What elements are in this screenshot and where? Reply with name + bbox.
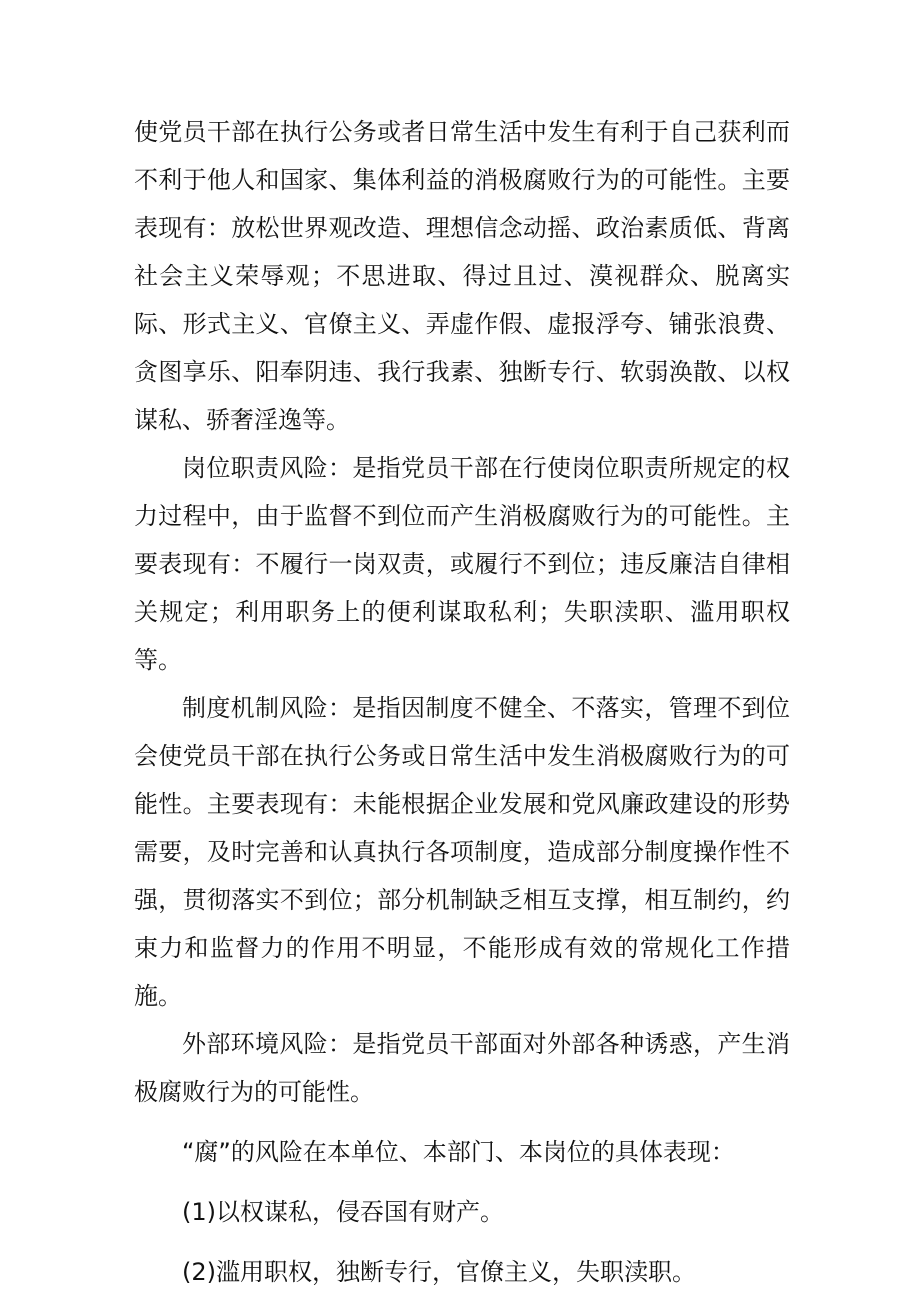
list-item-two: (2)滥用职权，独断专行，官僚主义，失职渎职。 (182, 1258, 696, 1286)
paragraph-external-environment-risk: 外部环境风险：是指党员干部面对外部各种诱惑，产生消极腐败行为的可能性。 (134, 1030, 790, 1106)
paragraph-post-duty-risk: 岗位职责风险：是指党员干部在行使岗位职责所规定的权力过程中，由于监督不到位而产生消极腐败行为的可能性。主要表现有：不履行一岗双责，或履行不到位；违反廉洁自律相关规定；利用职务上的便利谋取私利；失职渎职、滥用职权等。 (134, 454, 790, 674)
document-body (134, 108, 790, 1296)
paragraph-continued-risk-description: 使党员干部在执行公务或者日常生活中发生有利于自己获利而不利于他人和国家、集体利益的消极腐败行为的可能性。主要表现有：放松世界观改造、理想信念动摇、政治素质低、背离社会主义荣辱观；不思进取、得过且过、漠视群众、脱离实际、形式主义、官僚主义、弄虚作假、虚报浮夸、铺张浪费、贪图享乐、阳奉阴违、我行我素、独断专行、软弱涣散、以权谋私、骄奢淫逸等。 (134, 118, 790, 434)
list-item-one: (1)以权谋私，侵吞国有财产。 (182, 1198, 504, 1226)
paragraph-corruption-risk-heading: “腐”的风险在本单位、本部门、本岗位的具体表现： (182, 1138, 735, 1166)
paragraph-system-mechanism-risk: 制度机制风险：是指因制度不健全、不落实，管理不到位会使党员干部在执行公务或日常生活中发生消极腐败行为的可能性。主要表现有：未能根据企业发展和党风廉政建设的形势需要，及时完善和认真执行各项制度，造成部分制度操作性不强，贯彻落实不到位；部分机制缺乏相互支撑，相互制约，约束力和监督力的作用不明显，不能形成有效的常规化工作措施。 (134, 694, 790, 1010)
